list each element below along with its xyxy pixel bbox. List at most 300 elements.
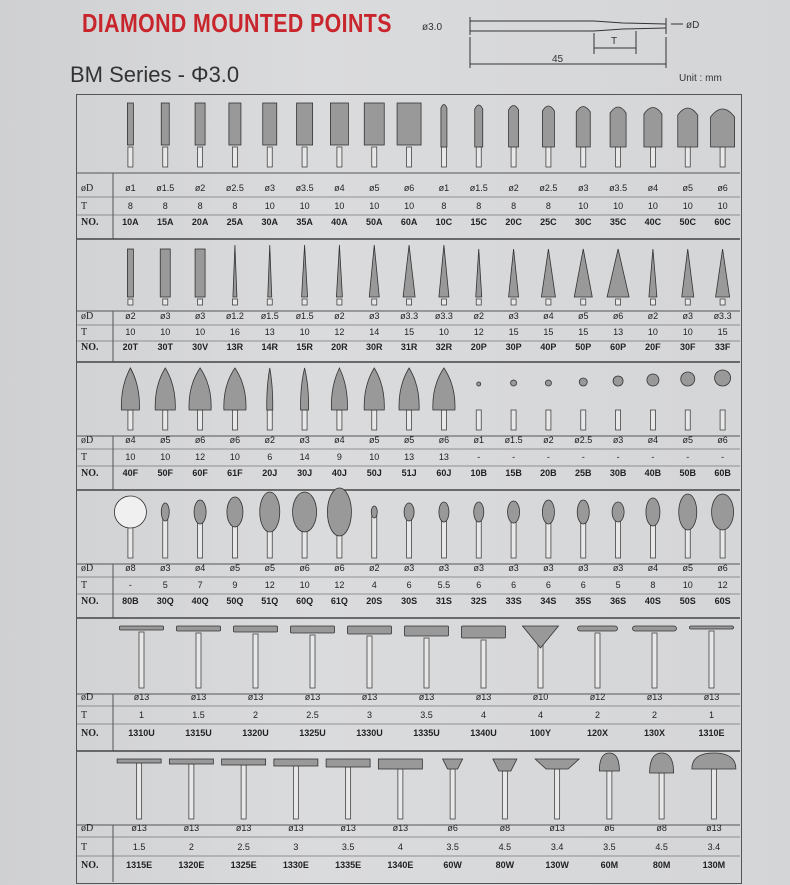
row-label-d: øD bbox=[81, 823, 94, 834]
product-code-cell: 30R bbox=[365, 342, 383, 352]
t-length-cell: 2 bbox=[651, 710, 657, 720]
diameter-cell: ø6 bbox=[717, 183, 728, 193]
t-length-cell: 8 bbox=[197, 201, 203, 211]
product-code-cell: 30J bbox=[297, 468, 313, 478]
tool-drawing bbox=[369, 245, 379, 305]
diameter-cell: ø5 bbox=[682, 183, 693, 193]
product-code-cell: 1340E bbox=[387, 860, 414, 870]
diameter-cell: ø5 bbox=[368, 183, 380, 193]
t-length-cell: 6 bbox=[406, 580, 412, 590]
product-code-cell: 40A bbox=[331, 217, 348, 227]
diameter-cell: ø13 bbox=[190, 692, 207, 702]
t-length-cell: 8 bbox=[650, 580, 656, 590]
diameter-cell: ø5 bbox=[264, 563, 275, 573]
product-code-cell: 20P bbox=[470, 342, 487, 352]
t-length-cell: 10 bbox=[264, 201, 275, 211]
tool-drawing bbox=[679, 494, 697, 558]
tool-drawing bbox=[509, 106, 519, 168]
product-code-cell: 32S bbox=[470, 596, 487, 606]
t-length-cell: 9 bbox=[336, 452, 342, 462]
tool-drawing bbox=[160, 249, 170, 305]
tool-drawing bbox=[443, 759, 463, 819]
product-code-cell: 35C bbox=[609, 217, 627, 227]
t-length-cell: 2.5 bbox=[237, 842, 250, 852]
t-length-cell: 15 bbox=[543, 327, 554, 337]
product-code-cell: 50C bbox=[679, 217, 696, 227]
tool-drawing bbox=[574, 249, 592, 305]
product-code-cell: 50S bbox=[679, 596, 696, 606]
t-length-cell: 15 bbox=[578, 327, 589, 337]
t-length-cell: 3.4 bbox=[550, 842, 564, 852]
product-code-cell: 25A bbox=[226, 217, 244, 227]
product-code-cell: 25C bbox=[540, 217, 557, 227]
t-length-cell: 7 bbox=[197, 580, 203, 590]
t-length-cell: 12 bbox=[195, 452, 206, 462]
t-length-cell: 10 bbox=[299, 580, 310, 590]
t-length-cell: 13 bbox=[404, 452, 415, 462]
product-code-cell: 80W bbox=[495, 860, 515, 870]
tool-drawing bbox=[326, 759, 370, 819]
diameter-cell: ø13 bbox=[133, 692, 150, 702]
product-code-cell: 1310E bbox=[698, 728, 725, 738]
product-code-cell: 15R bbox=[296, 342, 313, 352]
tool-drawing bbox=[371, 506, 377, 558]
product-code-cell: 30Q bbox=[156, 596, 174, 606]
product-code-cell: 20F bbox=[645, 342, 661, 352]
product-code-cell: 80B bbox=[122, 596, 139, 606]
tool-drawing bbox=[195, 249, 205, 305]
diameter-cell: ø6 bbox=[604, 823, 615, 833]
tool-drawing bbox=[348, 626, 392, 688]
diameter-cell: ø3.3 bbox=[713, 311, 732, 321]
diameter-cell: ø4 bbox=[543, 311, 554, 321]
t-length-cell: 4.5 bbox=[655, 842, 668, 852]
tool-drawing bbox=[579, 378, 587, 430]
t-length-cell: 5 bbox=[162, 580, 168, 590]
t-length-cell: 13 bbox=[613, 327, 624, 337]
t-length-cell: 10 bbox=[438, 327, 449, 337]
diameter-cell: ø13 bbox=[235, 823, 252, 833]
diameter-cell: ø3.5 bbox=[609, 183, 628, 193]
product-code-cell: 32R bbox=[435, 342, 453, 352]
product-code-cell: 60P bbox=[610, 342, 627, 352]
tool-drawing bbox=[646, 498, 660, 558]
diameter-cell: ø13 bbox=[549, 823, 565, 833]
tool-drawing bbox=[227, 497, 243, 558]
product-code-cell: 50F bbox=[157, 468, 173, 478]
t-length-cell: 6 bbox=[545, 580, 551, 590]
tool-drawing bbox=[508, 501, 520, 558]
t-length-cell: 4 bbox=[480, 710, 486, 720]
diameter-cell: ø3 bbox=[159, 563, 171, 573]
product-code-cell: 60S bbox=[714, 596, 731, 606]
tool-drawing bbox=[716, 249, 730, 305]
t-length-cell: 10 bbox=[682, 580, 693, 590]
diameter-cell: ø13 bbox=[646, 692, 663, 702]
diameter-cell: ø2 bbox=[473, 311, 484, 321]
tool-drawing bbox=[542, 500, 554, 558]
diameter-cell: ø4 bbox=[125, 435, 136, 445]
t-length-cell: 14 bbox=[299, 452, 310, 462]
tool-drawing bbox=[403, 245, 415, 305]
product-code-cell: 80M bbox=[652, 860, 671, 870]
t-length-cell: - bbox=[616, 452, 620, 462]
diameter-cell: ø3 bbox=[438, 563, 450, 573]
product-code-cell: 1335E bbox=[335, 860, 362, 870]
tool-drawing bbox=[336, 245, 342, 305]
t-length-cell: 6 bbox=[511, 580, 517, 590]
t-length-cell: 5 bbox=[615, 580, 621, 590]
diameter-cell: ø3.3 bbox=[400, 311, 419, 321]
diameter-cell: ø13 bbox=[392, 823, 409, 833]
tool-drawing bbox=[127, 103, 133, 167]
tool-drawing bbox=[330, 103, 348, 167]
tool-drawing bbox=[433, 368, 455, 430]
diameter-cell: ø5 bbox=[368, 435, 380, 445]
tool-drawing bbox=[291, 626, 335, 688]
shank-diameter-label: ø3.0 bbox=[422, 22, 443, 33]
product-code-cell: 100Y bbox=[529, 728, 552, 738]
t-length-cell: 2 bbox=[188, 842, 194, 852]
product-code-cell: 60J bbox=[436, 468, 452, 478]
product-code-cell: 130M bbox=[702, 860, 726, 870]
product-code-cell: 1320U bbox=[242, 728, 269, 738]
tool-drawing bbox=[117, 759, 161, 819]
diameter-cell: ø13 bbox=[304, 692, 321, 702]
diameter-cell: ø5 bbox=[229, 563, 241, 573]
diameter-cell: ø8 bbox=[125, 563, 136, 573]
diameter-cell: ø13 bbox=[703, 692, 720, 702]
diameter-cell: ø5 bbox=[159, 435, 171, 445]
t-length-cell: 10 bbox=[647, 327, 658, 337]
product-code-cell: 120X bbox=[586, 728, 609, 738]
tool-drawing bbox=[474, 502, 484, 558]
product-code-cell: 10B bbox=[470, 468, 487, 478]
t-length-cell: 10 bbox=[160, 327, 171, 337]
product-code-cell: 50P bbox=[575, 342, 592, 352]
row-label-no: NO. bbox=[81, 728, 99, 739]
t-length-cell: 10 bbox=[125, 452, 136, 462]
product-code-cell: 40B bbox=[644, 468, 662, 478]
diameter-cell: ø13 bbox=[288, 823, 304, 833]
t-length-cell: 2.5 bbox=[306, 710, 319, 720]
product-code-cell: 1325U bbox=[299, 728, 326, 738]
tool-drawing bbox=[493, 759, 517, 819]
tool-drawing bbox=[177, 626, 221, 688]
product-code-cell: 20J bbox=[262, 468, 278, 478]
tool-drawing bbox=[476, 382, 481, 430]
t-length-cell: 10 bbox=[229, 452, 240, 462]
t-length-cell: 3.5 bbox=[341, 842, 355, 852]
diameter-cell: ø2.5 bbox=[574, 435, 593, 445]
diameter-cell: ø3 bbox=[159, 311, 171, 321]
tool-drawing bbox=[576, 107, 590, 168]
product-code-cell: 14R bbox=[261, 342, 278, 352]
overall-length-label: 45 bbox=[552, 54, 564, 65]
diameter-cell: ø3 bbox=[612, 435, 624, 445]
product-code-cell: 1335U bbox=[413, 728, 440, 738]
tool-drawing bbox=[644, 108, 662, 168]
product-code-cell: 35A bbox=[296, 217, 313, 227]
diameter-cell: ø3.3 bbox=[434, 311, 453, 321]
product-code-cell: 130X bbox=[643, 728, 666, 738]
diameter-cell: ø13 bbox=[475, 692, 492, 702]
product-code-cell: 15C bbox=[470, 217, 487, 227]
tool-drawing bbox=[610, 107, 626, 167]
diameter-cell: ø4 bbox=[334, 435, 345, 445]
diameter-cell: ø3 bbox=[577, 183, 589, 193]
row-label-d: øD bbox=[81, 311, 94, 322]
product-code-cell: 40C bbox=[644, 217, 662, 227]
diameter-cell: ø3 bbox=[473, 563, 484, 573]
tool-drawing bbox=[301, 368, 309, 430]
t-length-cell: 10 bbox=[613, 201, 624, 211]
tool-drawing bbox=[682, 249, 694, 305]
t-length-cell: 2 bbox=[594, 710, 600, 720]
tool-drawing bbox=[439, 245, 449, 305]
diameter-cell: ø13 bbox=[183, 823, 200, 833]
t-length-cell: 10 bbox=[299, 327, 310, 337]
t-length-cell: 10 bbox=[195, 327, 206, 337]
product-code-cell: 1325E bbox=[230, 860, 257, 870]
tool-drawing bbox=[607, 249, 629, 305]
diameter-cell: ø13 bbox=[247, 692, 264, 702]
row-label-d: øD bbox=[81, 692, 94, 703]
tool-drawing bbox=[234, 626, 278, 688]
tool-drawing bbox=[120, 626, 164, 688]
t-length-cell: 4 bbox=[537, 710, 543, 720]
series-heading: BM Series - Φ3.0 bbox=[70, 62, 240, 87]
product-code-cell: 10A bbox=[122, 217, 139, 227]
tool-drawing bbox=[114, 496, 146, 558]
diameter-cell: ø6 bbox=[334, 563, 345, 573]
product-code-cell: 51Q bbox=[261, 596, 279, 606]
product-code-cell: 50J bbox=[366, 468, 382, 478]
diameter-cell: ø13 bbox=[361, 692, 378, 702]
tool-drawing bbox=[195, 103, 205, 167]
diameter-cell: ø2 bbox=[334, 311, 345, 321]
t-length-cell: 15 bbox=[404, 327, 415, 337]
product-grid bbox=[77, 95, 740, 882]
tool-drawing bbox=[263, 103, 277, 167]
t-length-cell: - bbox=[477, 452, 481, 462]
diameter-cell: ø1.2 bbox=[225, 311, 244, 321]
t-length-cell: 1 bbox=[708, 710, 714, 720]
t-length-cell: 10 bbox=[160, 452, 171, 462]
diameter-cell: ø6 bbox=[194, 435, 206, 445]
diameter-cell: ø12 bbox=[589, 692, 606, 702]
tool-drawing bbox=[511, 380, 517, 430]
diameter-cell: ø3 bbox=[508, 563, 519, 573]
product-code-cell: 60C bbox=[714, 217, 731, 227]
product-code-cell: 33S bbox=[505, 596, 522, 606]
diameter-cell: ø2.5 bbox=[539, 183, 558, 193]
tool-drawing bbox=[678, 108, 698, 167]
tool-drawing bbox=[690, 626, 734, 688]
t-length-cell: 12 bbox=[717, 580, 728, 590]
row-label-no: NO. bbox=[81, 342, 99, 353]
t-length-cell: 9 bbox=[232, 580, 238, 590]
tool-drawing bbox=[692, 753, 736, 819]
t-length-cell: 1 bbox=[138, 710, 144, 720]
product-code-cell: 20T bbox=[122, 342, 139, 352]
tool-drawing bbox=[612, 502, 624, 558]
unit-note: Unit : mm bbox=[679, 73, 722, 84]
diameter-cell: ø3 bbox=[577, 563, 589, 573]
t-length-cell: 10 bbox=[334, 201, 345, 211]
product-code-cell: 1315E bbox=[126, 860, 153, 870]
product-code-cell: 1320E bbox=[178, 860, 205, 870]
product-code-cell: 1330E bbox=[282, 860, 309, 870]
diameter-cell: ø6 bbox=[229, 435, 241, 445]
t-length-cell: 3 bbox=[293, 842, 299, 852]
tool-drawing bbox=[441, 105, 447, 168]
diameter-cell: ø4 bbox=[647, 435, 659, 445]
diameter-cell: ø3 bbox=[299, 435, 310, 445]
t-length-cell: 15 bbox=[717, 327, 728, 337]
tool-drawing bbox=[715, 370, 731, 430]
diameter-cell: ø8 bbox=[499, 823, 511, 833]
product-code-cell: 33F bbox=[714, 342, 731, 352]
product-code-cell: 1310U bbox=[128, 728, 155, 738]
t-length-cell: 8 bbox=[476, 201, 482, 211]
row-label-no: NO. bbox=[81, 596, 99, 607]
product-code-cell: 60F bbox=[192, 468, 208, 478]
tool-drawing bbox=[161, 103, 169, 167]
t-length-cell: - bbox=[512, 452, 516, 462]
diameter-cell: ø13 bbox=[340, 823, 356, 833]
diameter-cell: ø1.5 bbox=[469, 183, 488, 193]
t-length-cell: 8 bbox=[232, 201, 238, 211]
diameter-cell: ø13 bbox=[418, 692, 435, 702]
product-code-cell: 60M bbox=[600, 860, 619, 870]
t-length-cell: 13 bbox=[264, 327, 275, 337]
t-length-cell: 8 bbox=[441, 201, 447, 211]
t-length-cell: 2 bbox=[252, 710, 258, 720]
product-code-cell: 15A bbox=[156, 217, 174, 227]
row-label-t: T bbox=[81, 327, 88, 338]
diameter-cell: ø1 bbox=[125, 183, 136, 193]
diameter-cell: ø1.5 bbox=[504, 435, 523, 445]
row-label-no: NO. bbox=[81, 217, 99, 228]
tool-drawing bbox=[509, 249, 519, 305]
tool-drawing bbox=[327, 488, 351, 558]
diameter-cell: ø2 bbox=[647, 311, 659, 321]
product-code-cell: 60W bbox=[443, 860, 462, 870]
row-label-d: øD bbox=[81, 435, 94, 446]
diameter-cell: ø3 bbox=[368, 311, 380, 321]
t-length-cell: 8 bbox=[162, 201, 168, 211]
product-code-cell: 30B bbox=[609, 468, 627, 478]
diameter-cell: ø3 bbox=[264, 183, 275, 193]
diameter-cell: ø4 bbox=[647, 563, 659, 573]
tool-drawing bbox=[161, 503, 169, 558]
tool-drawing bbox=[535, 759, 579, 819]
tool-drawing bbox=[599, 753, 619, 819]
head-diameter-label: øD bbox=[686, 20, 700, 31]
t-length-cell: - bbox=[128, 580, 132, 590]
diameter-cell: ø8 bbox=[656, 823, 667, 833]
diameter-cell: ø3 bbox=[612, 563, 624, 573]
diameter-cell: ø2 bbox=[264, 435, 275, 445]
product-code-cell: 40P bbox=[540, 342, 557, 352]
product-code-cell: 40F bbox=[122, 468, 139, 478]
tool-drawing bbox=[232, 245, 237, 305]
product-code-cell: 1340U bbox=[470, 728, 497, 738]
product-code-cell: 40Q bbox=[191, 596, 209, 606]
tool-drawing bbox=[545, 380, 551, 430]
t-length-cell: - bbox=[581, 452, 585, 462]
tool-drawing bbox=[229, 103, 241, 167]
tool-drawing bbox=[189, 368, 211, 430]
t-length-cell: 3.4 bbox=[707, 842, 721, 852]
row-label-d: øD bbox=[81, 563, 94, 574]
diameter-cell: ø1 bbox=[473, 435, 484, 445]
product-code-cell: 20A bbox=[191, 217, 209, 227]
tool-drawing bbox=[577, 500, 589, 558]
tool-drawing bbox=[127, 249, 133, 305]
t-length-cell: 6 bbox=[580, 580, 586, 590]
diameter-cell: ø4 bbox=[334, 183, 345, 193]
diameter-cell: ø5 bbox=[577, 311, 589, 321]
t-length-cell: 10 bbox=[647, 201, 658, 211]
t-length-cell: 1.5 bbox=[192, 710, 205, 720]
t-length-cell: 6 bbox=[476, 580, 482, 590]
product-code-cell: 34S bbox=[540, 596, 557, 606]
tool-drawing bbox=[364, 103, 384, 167]
tool-drawing bbox=[541, 249, 555, 305]
diameter-cell: ø6 bbox=[299, 563, 310, 573]
product-code-cell: 30F bbox=[679, 342, 696, 352]
diameter-cell: ø3 bbox=[682, 311, 693, 321]
tool-drawing bbox=[542, 106, 554, 167]
product-code-cell: 30S bbox=[401, 596, 418, 606]
tool-drawing bbox=[297, 103, 313, 167]
product-code-cell: 40J bbox=[331, 468, 347, 478]
t-length-cell: - bbox=[721, 452, 725, 462]
tool-drawing bbox=[121, 368, 139, 430]
t-length-cell: 12 bbox=[334, 327, 345, 337]
t-length-cell: 10 bbox=[682, 327, 693, 337]
tool-drawing bbox=[397, 103, 421, 167]
product-code-cell: 15B bbox=[505, 468, 522, 478]
tool-drawing bbox=[293, 492, 317, 558]
product-code-cell: 60Q bbox=[296, 596, 314, 606]
tool-drawing bbox=[155, 368, 175, 430]
tool-drawing bbox=[476, 249, 482, 305]
tool-drawing bbox=[224, 368, 246, 430]
tool-drawing bbox=[712, 494, 734, 558]
tool-drawing bbox=[267, 245, 272, 305]
t-length-cell: 8 bbox=[545, 201, 551, 211]
tool-drawing bbox=[267, 368, 273, 430]
product-table bbox=[76, 94, 742, 884]
product-code-cell: 30V bbox=[192, 342, 209, 352]
product-code-cell: 25B bbox=[574, 468, 592, 478]
tool-drawing bbox=[169, 759, 213, 819]
diameter-cell: ø10 bbox=[532, 692, 549, 702]
tool-drawing bbox=[405, 626, 449, 688]
tool-drawing bbox=[711, 109, 735, 167]
tool-drawing bbox=[274, 759, 318, 819]
t-length-cell: 12 bbox=[264, 580, 275, 590]
diameter-cell: ø1.5 bbox=[156, 183, 175, 193]
row-label-d: øD bbox=[81, 183, 94, 194]
diameter-cell: ø2 bbox=[194, 183, 206, 193]
t-length-cell: 8 bbox=[511, 201, 517, 211]
diameter-cell: ø1.5 bbox=[295, 311, 314, 321]
diameter-cell: ø13 bbox=[706, 823, 722, 833]
